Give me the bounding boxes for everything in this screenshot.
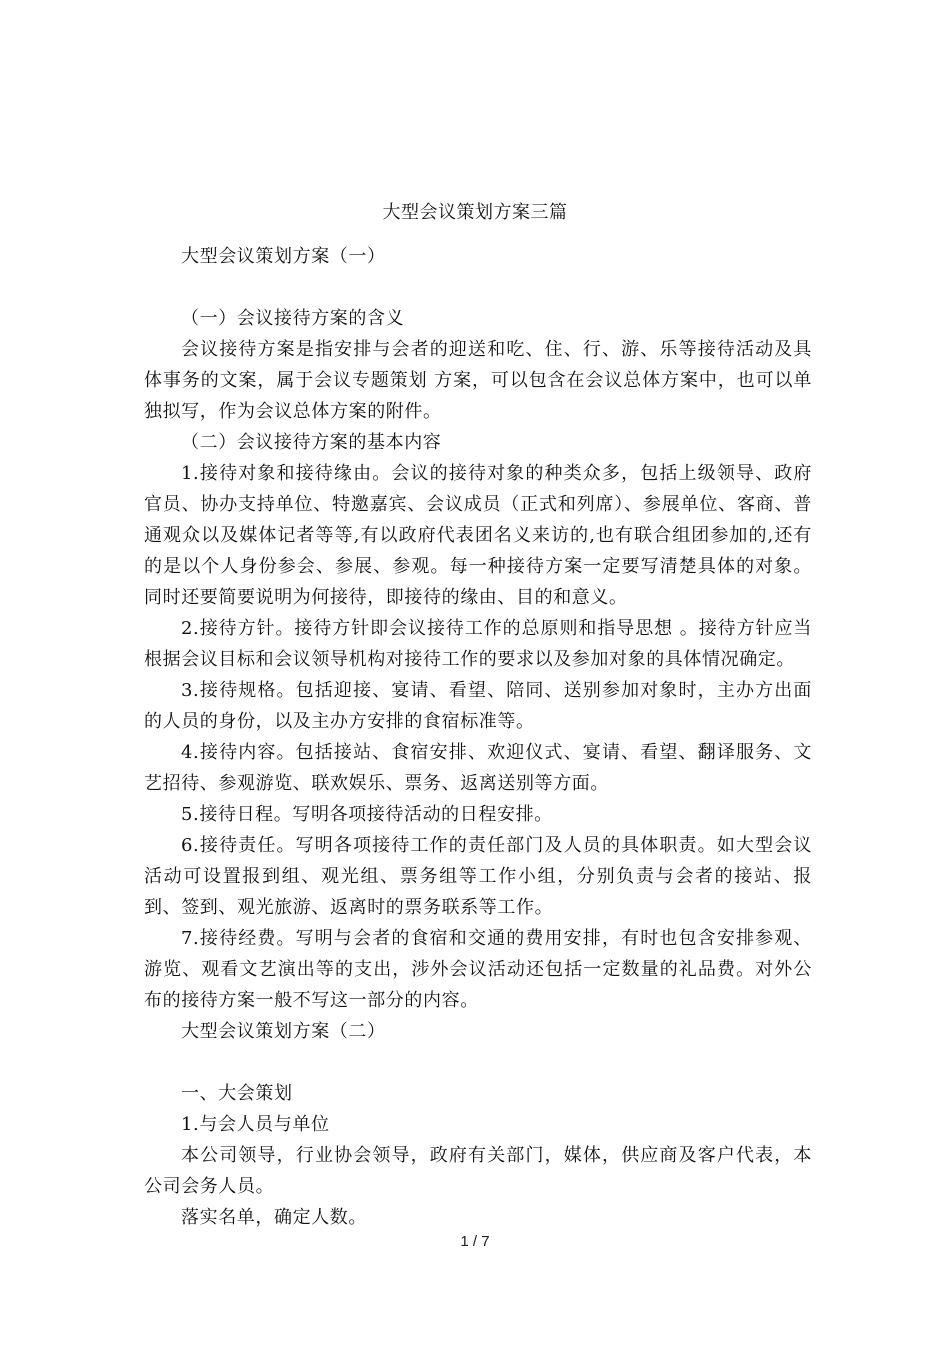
subheading-meaning: （一）会议接待方案的含义	[181, 308, 405, 329]
paragraph-item-5: 5.接待日程。写明各项接待活动的日程安排。	[181, 804, 553, 825]
page-number: 1 / 7	[460, 1233, 490, 1250]
section-heading-two: 大型会议策划方案（二）	[181, 1021, 386, 1042]
paragraph-attendee-list: 本公司领导，行业协会领导，政府有关部门，媒体，供应商及客户代表，本公司会务人员。	[144, 1145, 812, 1197]
subheading-conference-planning: 一、大会策划	[181, 1083, 293, 1104]
paragraph-item-7: 7.接待经费。写明与会者的食宿和交通的费用安排，有时也包含安排参观、游览、观看文艺演出等的支出，涉外会议活动还包括一定数量的礼品费。对外公布的接待方案一般不写这一部分的内容。	[144, 928, 812, 1011]
paragraph-item-3: 3.接待规格。包括迎接、宴请、看望、陪同、送别参加对象时，主办方出面的人员的身份，以及主办方安排的食宿标准等。	[144, 680, 812, 732]
section-heading-one: 大型会议策划方案（一）	[181, 246, 386, 267]
paragraph-item-1: 1.接待对象和接待缘由。会议的接待对象的种类众多，包括上级领导、政府官员、协办支持单位、特邀嘉宾、会议成员（正式和列席）、参展单位、客商、普通观众以及媒体记者等等,有以政府代表团名义来访的,也有联合组团参加的,还有的是以个人身份参会、参展、参观。每一种接待方案一定要写清楚具体的对象。同时还要简要说明为何接待，即接待的缘由、目的和意义。	[144, 463, 812, 608]
document-title: 大型会议策划方案三篇	[382, 202, 568, 223]
paragraph-confirm-list: 落实名单，确定人数。	[181, 1207, 367, 1228]
document-body	[144, 241, 812, 1233]
subheading-attendees: 1.与会人员与单位	[181, 1114, 330, 1135]
paragraph-item-6: 6.接待责任。写明各项接待工作的责任部门及人员的具体职责。如大型会议活动可设置报到组、观光组、票务组等工作小组，分别负责与会者的接站、报到、签到、观光旅游、返离时的票务联系等工作。	[144, 835, 812, 918]
paragraph-definition: 会议接待方案是指安排与会者的迎送和吃、住、行、游、乐等接待活动及具体事务的文案，属于会议专题策划 方案，可以包含在会议总体方案中，也可以单独拟写，作为会议总体方案的附件。	[144, 339, 812, 422]
subheading-contents: （二）会议接待方案的基本内容	[181, 432, 442, 453]
paragraph-item-2: 2.接待方针。接待方针即会议接待工作的总原则和指导思想 。接待方针应当根据会议目标和会议领导机构对接待工作的要求以及参加对象的具体情况确定。	[144, 618, 812, 670]
paragraph-item-4: 4.接待内容。包括接站、食宿安排、欢迎仪式、宴请、看望、翻译服务、文艺招待、参观游览、联欢娱乐、票务、返离送别等方面。	[144, 742, 812, 794]
